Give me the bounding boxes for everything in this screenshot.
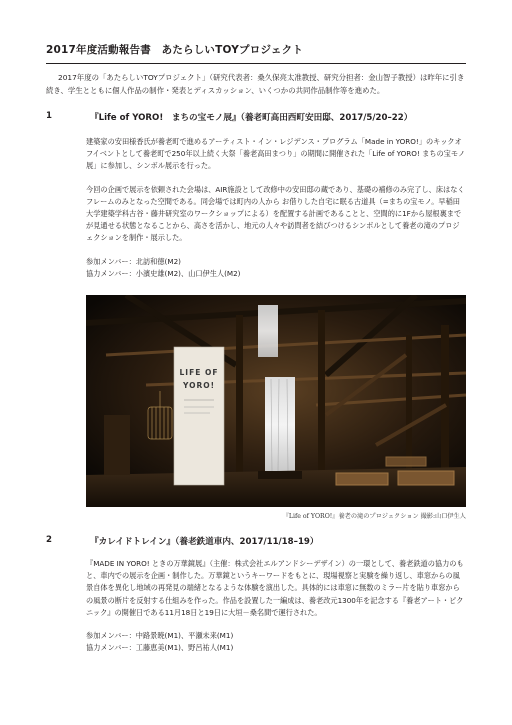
section-2-participants: 参加メンバー：中路景暁(M1)、平瀬未来(M1)	[86, 631, 234, 641]
section-2-title: 『カレイドトレイン』（養老鉄道車内、2017/11/18–19）	[90, 537, 319, 547]
section-1-cooperators: 協力メンバー：小濱史雄(M2)、山口伊生人(M2)	[86, 268, 241, 278]
section-2-cooperators: 協力メンバー：工藤恵美(M1)、野呂祐人(M1)	[86, 643, 234, 653]
page-header	[46, 42, 466, 64]
section-1-body	[86, 136, 466, 280]
exhibition-photo-illustration	[86, 295, 466, 507]
section-1-title: 『Life of YORO! まちの宝モノ展』（養老町高田西町安田邸、2017/5/20–22）	[90, 113, 413, 123]
banner-text-line-2: YORO!	[182, 381, 216, 390]
exhibition-photo	[86, 295, 466, 507]
section-2-body	[86, 558, 466, 654]
page-title: 2017年度活動報告書 あたらしいTOYプロジェクト	[46, 44, 304, 56]
section-1-paragraph: 今回の企画で展示を依頼された会場は、AIR施設として改修中の安田邸の蔵であり、基礎の補修のみ完了し、床はなくフレームのみとなった空間である。同会場では町内の人から お借りした自宅に眠る古道具（=まちの宝モノ。早稲田大学建築学科古谷・藤井研究室のワークショップによる）を配置する計画であることと、空間的に1Fから屋根裏まで が見通せる状態となることから、高さを活かし、地元の人々や訪問者を結びつけるシンボルとして養老の滝のプロジェクションを制作・展示した。	[86, 184, 465, 243]
banner-text-line-1: LIFE OF	[179, 368, 219, 377]
intro-paragraph: 2017年度の「あたらしいTOYプロジェクト」（研究代表者：桑久保亮太准教授、研究分担者：金山智子教授）は昨年に引き続き、学生とともに個人作品の制作・発表とディスカッション、いくつかの共同作品制作等を進めた。	[46, 73, 465, 95]
photo-caption: 『Life of YORO!』養老の滝のプロジェクション 撮影:山口伊生人	[282, 513, 466, 520]
section-1-number: 1	[46, 111, 52, 121]
section-1-participants: 参加メンバー：北訪和徳(M2)	[86, 256, 181, 266]
section-2-number: 2	[46, 535, 52, 545]
section-1-paragraph: 建築家の安田様香氏が養老町で進めるアーティスト・イン・レジデンス・プログラム「Made in YORO!」のキックオフイベントとして養老町で250年以上続く大祭「養老高田まつり」の期間に開催された「Life of YORO! まちの宝モノ展」に参加し、シンボル展示を行った。	[86, 137, 466, 171]
section-2-paragraph: 『MADE IN YORO! ときの万華鏡展』（主催：株式会社エルアンドシーデザイン）の一環として、養老鉄道の協力のもと、車内での展示を企画・制作した。万華鏡というキーワードをもとに、現場視察と実験を繰り返し、車窓からの風景自体を異化し地域の再発見の端緒となるような体験を演出した。具体的には車窓に無数のミラー片を貼り車窓からの風景の断片を反射する仕組みを作った。作品を設置した一編成は、養老改元1300年を記念する『養老アート・ピクニック』の開催日である11月18日と19日に大垣－桑名間で運行された。	[86, 559, 464, 617]
